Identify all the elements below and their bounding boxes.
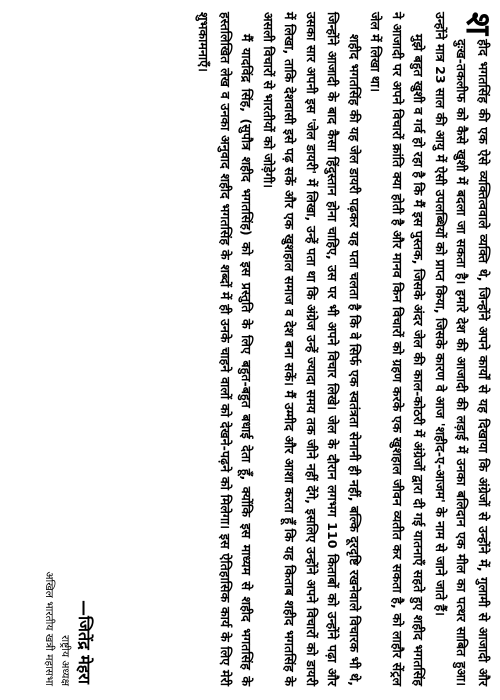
- signature-block: [41, 571, 95, 686]
- paragraph-3: शहीद भगतसिंह की यह जेल डायरी पढ़कर यह पता चलता है कि वे सिर्फ एक स्वतंत्रता सेनानी ही नहीं, बल्कि दूरदृष्टि रखनेवाले विचारक भी थे, जिन्होंने आजादी के बाद कैसा हिंदुस्तान होना चाहिए, उस पर भी अपने विचार लिखे। जेल के दौरान लगभग 110 किताबों को उन्होंने पढ़ा और उसका सार अपनी इस 'जेल डायरी' में लिखा, उन्हें पता था कि अंग्रेज उन्हें ज्यादा समय तक जीने नहीं देंगे, इसलिए उन्होंने अपने विचारों को डायरी में लिखा, ताकि देशवासी इसे पढ़ सकें और एक खुशहाल समाज व देश बना सकें। मैं उम्मीद और आशा करता हूँ कि यह किताब शहीद भगतसिंह के असली विचारों से भारतीयों को जोड़ेगी।: [261, 12, 362, 686]
- signature-title: राष्ट्रीय अध्यक्ष: [59, 635, 71, 686]
- paragraph-4: मैं यादविंद्र सिंह, (सुपौत्र शहीद भगतसिंह) को इस प्रस्तुति के लिए बहुत-बहुत बधाई देता हूँ, क्योंकि इस माध्यम से शहीद भगतसिंह के हस्तलिखित लेख व उनका अनुवाद शहीद भगतसिंह के शब्दों में ही उनके चाहने वालों को देखने-पढ़ने को मिलेगा। इस ऐतिहासिक कार्य के लिए मेरी शुभकामनाएँ।: [196, 12, 255, 686]
- signature-name: —जितेंद्र मेहरा: [75, 600, 94, 684]
- paragraph-2: मुझे बहुत खुशी व गर्व हो रहा है कि मैं इस पुस्तक, जिसके अंदर जेल की काल-कोठरी में अंग्रेजों द्वारा दी गई यातनाएँ सहते हुए शहीद भगतसिंह ने आजादी पर अपने विचारों क्रांति क्या होती है और मानव किन विचारों को ग्रहण करके एक खुशहाल जीवन व्यतीत कर सकता है, को लाहौर सेंट्रल जेल में लिखा था।: [368, 12, 427, 686]
- drop-cap-letter: श: [458, 12, 498, 36]
- paragraph-1-text: हीद भगतसिंह की एक ऐसे व्यक्तित्ववाले व्यक्ति थे, जिन्होंने अपने कार्यों से यह दिखाया कि अंग्रेजों से उन्होंने में, गुलामी से आजादी और दुःख-तकलीफ को कैसे खुशी में बदला जा सकता है। हमारे देश की आजादी की लड़ाई में उनका बलिदान एक मील का पत्थर साबित हुआ। उन्होंने मात्र 23 साल की आयु में ऐसी उपलब्धियों को प्राप्त किया, जिसके कारण वे आज 'शहीद-ए-आजम' के नाम से जाने जाते हैं।: [433, 12, 491, 686]
- signature-organization: अखिल भारतीय खत्री महासभा: [43, 571, 55, 686]
- paragraph-1: [430, 12, 498, 686]
